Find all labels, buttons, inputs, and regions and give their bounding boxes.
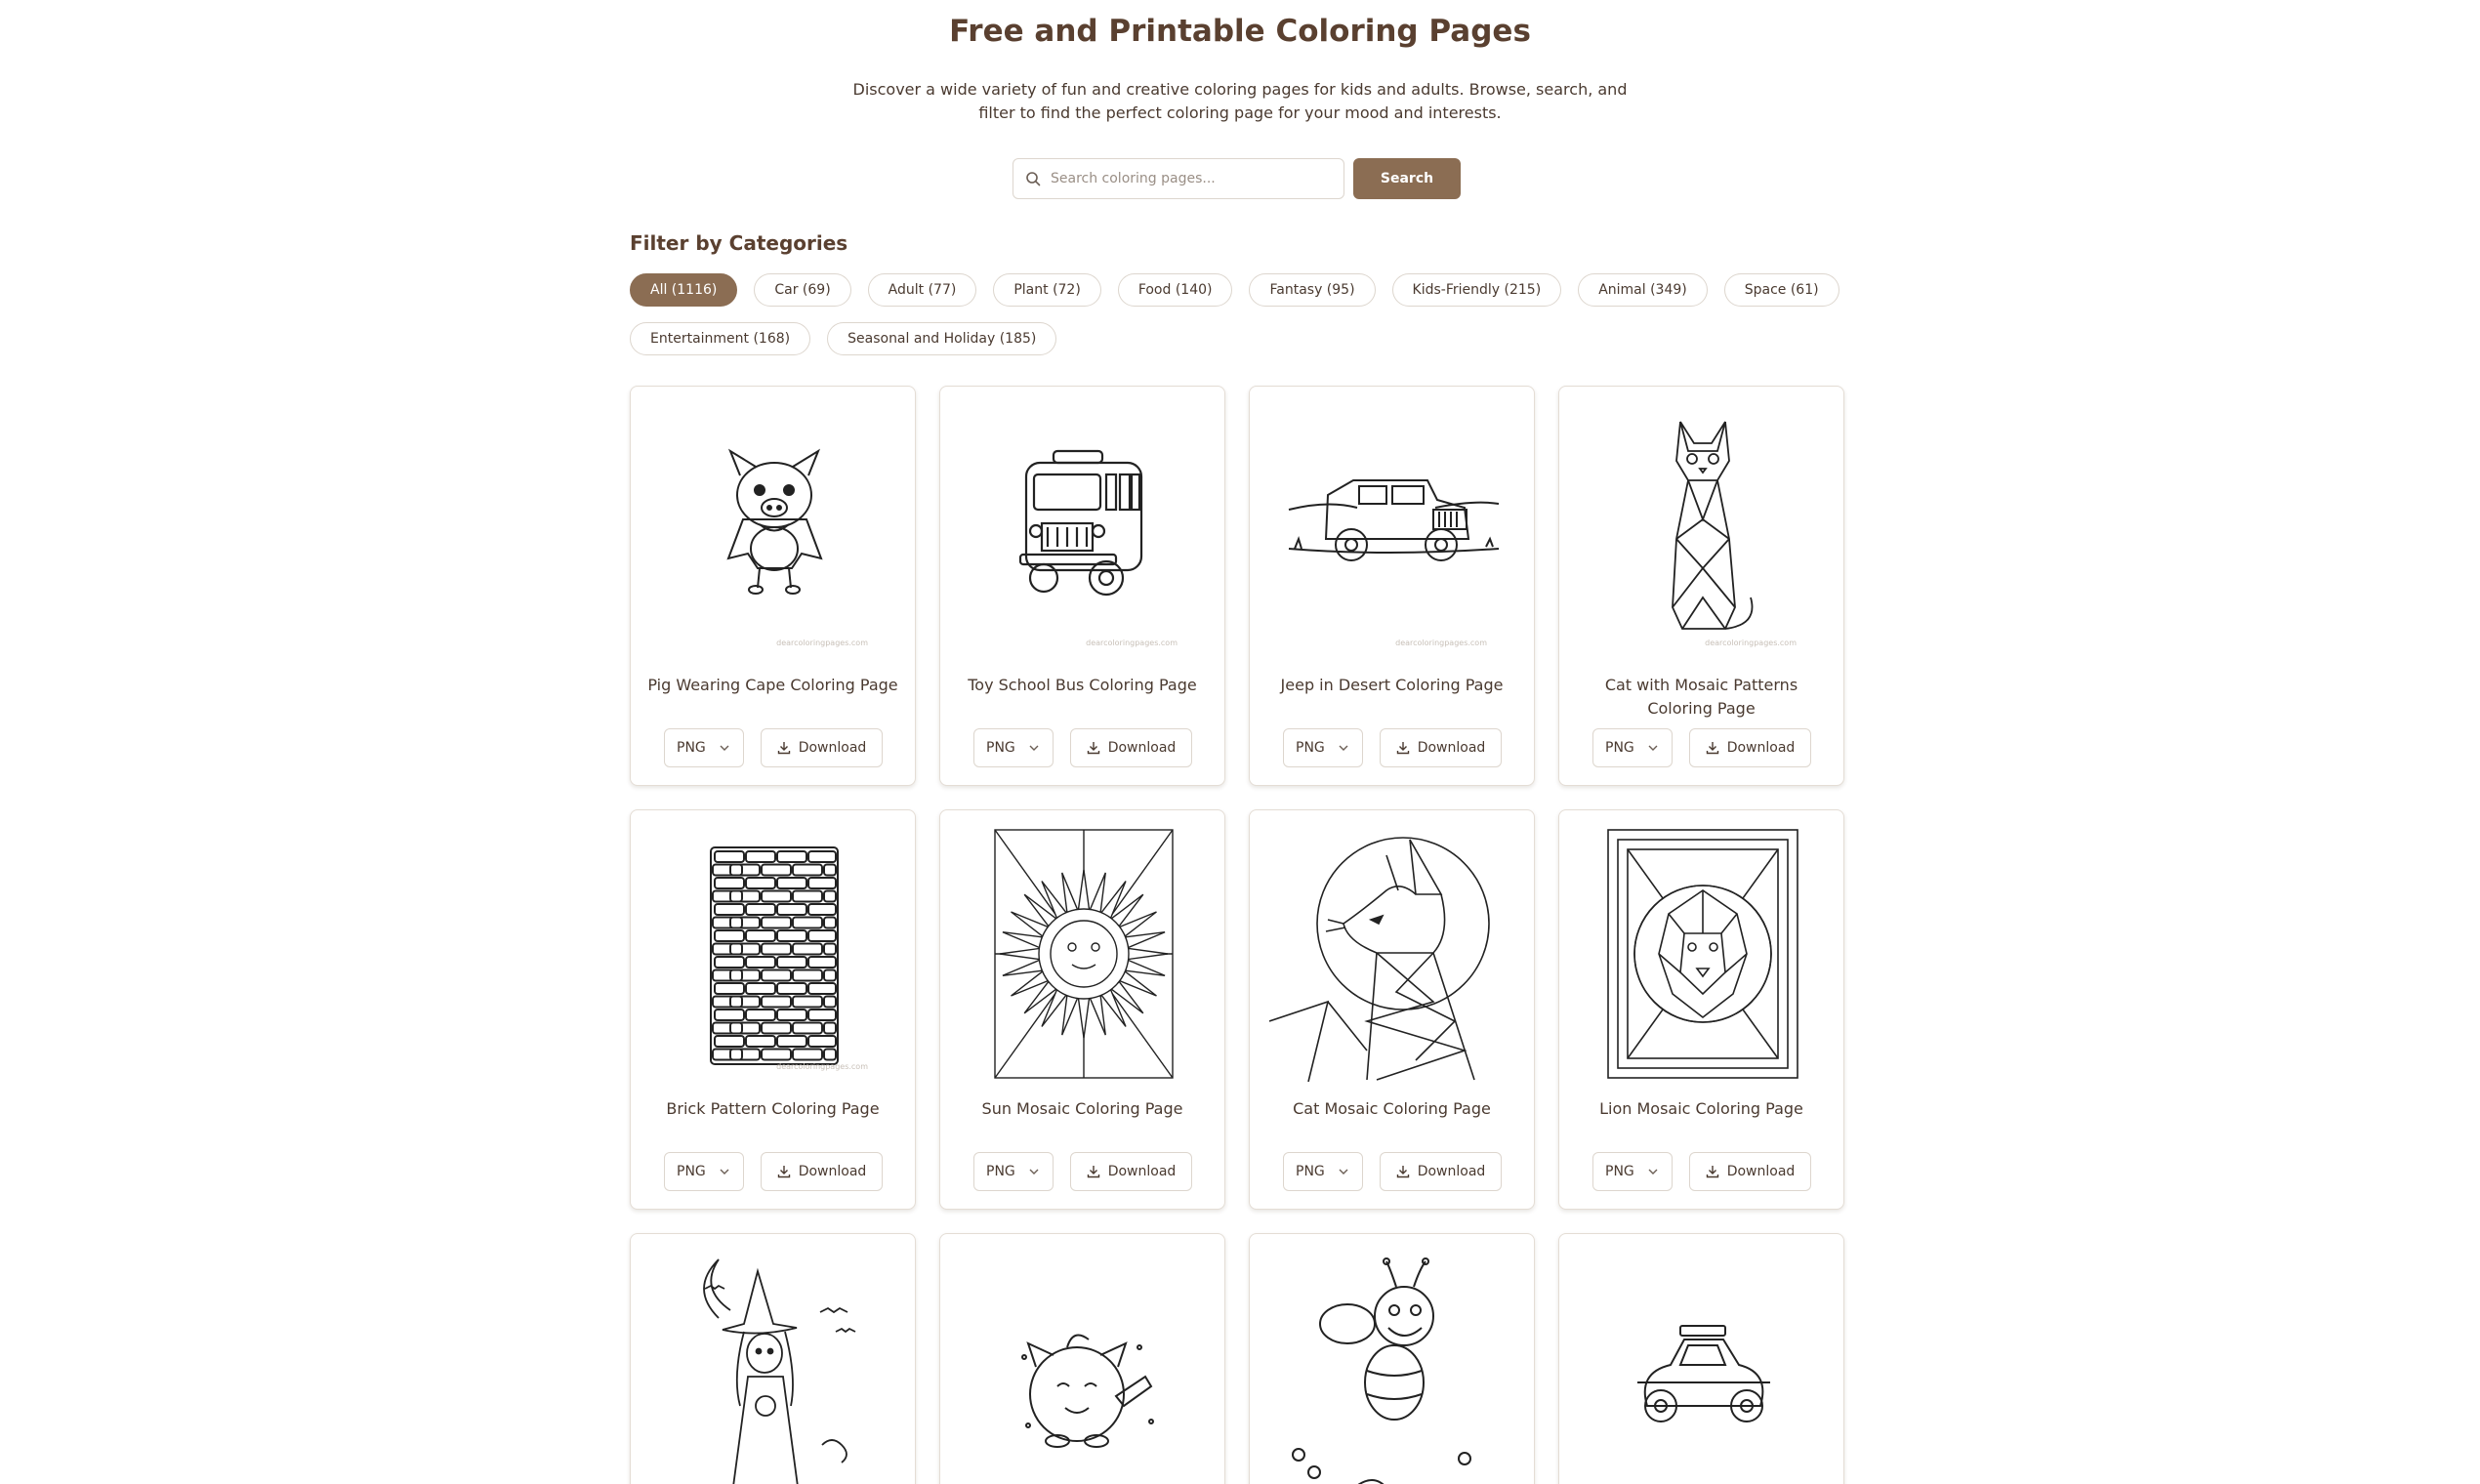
police-car-illustration[interactable] xyxy=(1579,1250,1826,1484)
coloring-card[interactable] xyxy=(630,386,916,786)
card-title[interactable]: Lion Mosaic Coloring Page xyxy=(1599,1099,1803,1118)
download-button[interactable] xyxy=(761,1152,883,1191)
download-label: Download xyxy=(1417,1164,1486,1179)
download-button[interactable] xyxy=(1070,728,1192,767)
category-chip-animal[interactable]: Animal (349) xyxy=(1578,273,1708,307)
category-chip-food[interactable]: Food (140) xyxy=(1118,273,1233,307)
category-chip-all[interactable]: All (1116) xyxy=(630,273,737,307)
format-value: PNG xyxy=(677,740,706,756)
chevron-down-icon xyxy=(1646,1165,1660,1178)
lion-mosaic-illustration[interactable] xyxy=(1579,826,1826,1082)
chevron-down-icon xyxy=(1027,741,1041,755)
format-value: PNG xyxy=(1605,1164,1634,1179)
download-label: Download xyxy=(1417,740,1486,756)
card-title[interactable]: Brick Pattern Coloring Page xyxy=(666,1099,880,1118)
coloring-card[interactable] xyxy=(1558,386,1844,786)
download-button[interactable] xyxy=(1689,1152,1811,1191)
card-title[interactable]: Cat with Mosaic Patterns Coloring Page xyxy=(1604,676,1798,718)
search-icon xyxy=(1025,171,1041,186)
coloring-card[interactable] xyxy=(939,386,1225,786)
school-bus-illustration[interactable] xyxy=(960,402,1207,658)
page-description: Discover a wide variety of fun and creative coloring pages for kids and adults. Browse, search, and filter to find the perfect coloring page for your mood and interests. xyxy=(852,80,1628,122)
download-label: Download xyxy=(1726,1164,1796,1179)
download-button[interactable] xyxy=(761,728,883,767)
format-value: PNG xyxy=(1296,1164,1325,1179)
download-label: Download xyxy=(1726,740,1796,756)
watermark: dearcoloringpages.com xyxy=(1086,639,1178,647)
cat-mosaic-sitting-illustration[interactable] xyxy=(1579,402,1826,658)
category-chip-kids-friendly[interactable]: Kids-Friendly (215) xyxy=(1392,273,1562,307)
brick-wall-illustration[interactable] xyxy=(650,826,897,1082)
card-title[interactable]: Toy School Bus Coloring Page xyxy=(968,676,1197,694)
coloring-card[interactable] xyxy=(939,809,1225,1210)
coloring-page-grid xyxy=(630,386,1844,1484)
download-label: Download xyxy=(1107,1164,1177,1179)
format-select[interactable] xyxy=(973,728,1054,767)
format-select[interactable] xyxy=(973,1152,1054,1191)
format-value: PNG xyxy=(986,1164,1015,1179)
download-icon xyxy=(1087,741,1100,755)
filter-title: Filter by Categories xyxy=(630,231,848,255)
chevron-down-icon xyxy=(1027,1165,1041,1178)
format-value: PNG xyxy=(1605,740,1634,756)
chevron-down-icon xyxy=(718,1165,731,1178)
coloring-card[interactable] xyxy=(1558,1233,1844,1484)
download-label: Download xyxy=(798,740,867,756)
coloring-card[interactable] xyxy=(1558,809,1844,1210)
watermark: dearcoloringpages.com xyxy=(1395,639,1487,647)
cat-mosaic-profile-illustration[interactable] xyxy=(1269,826,1516,1082)
download-icon xyxy=(1396,1165,1410,1178)
format-select[interactable] xyxy=(664,728,744,767)
coloring-card[interactable] xyxy=(1249,809,1535,1210)
format-select[interactable] xyxy=(1283,1152,1363,1191)
search-input[interactable] xyxy=(1051,171,1324,186)
download-label: Download xyxy=(798,1164,867,1179)
card-title[interactable]: Cat Mosaic Coloring Page xyxy=(1293,1099,1491,1118)
download-icon xyxy=(777,1165,791,1178)
category-chip-seasonal-holiday[interactable]: Seasonal and Holiday (185) xyxy=(827,322,1056,355)
category-chip-car[interactable]: Car (69) xyxy=(754,273,850,307)
download-button[interactable] xyxy=(1689,728,1811,767)
bee-flowers-illustration[interactable] xyxy=(1269,1250,1516,1484)
coloring-card[interactable] xyxy=(1249,1233,1535,1484)
download-icon xyxy=(1396,741,1410,755)
download-icon xyxy=(777,741,791,755)
download-button[interactable] xyxy=(1380,1152,1502,1191)
card-title[interactable]: Jeep in Desert Coloring Page xyxy=(1280,676,1504,694)
download-icon xyxy=(1706,741,1719,755)
format-select[interactable] xyxy=(664,1152,744,1191)
chevron-down-icon xyxy=(1337,741,1350,755)
coloring-card[interactable] xyxy=(630,809,916,1210)
category-chip-plant[interactable]: Plant (72) xyxy=(993,273,1100,307)
download-icon xyxy=(1706,1165,1719,1178)
download-label: Download xyxy=(1107,740,1177,756)
search-button[interactable]: Search xyxy=(1353,158,1461,199)
pig-cape-illustration[interactable] xyxy=(650,402,897,658)
download-button[interactable] xyxy=(1070,1152,1192,1191)
card-title[interactable]: Sun Mosaic Coloring Page xyxy=(981,1099,1183,1118)
page-title: Free and Printable Coloring Pages xyxy=(949,14,1531,49)
sun-mosaic-illustration[interactable] xyxy=(960,826,1207,1082)
witch-illustration[interactable] xyxy=(650,1250,897,1484)
category-filter-list xyxy=(630,273,1860,355)
chevron-down-icon xyxy=(718,741,731,755)
coloring-card[interactable] xyxy=(939,1233,1225,1484)
watermark: dearcoloringpages.com xyxy=(1705,639,1797,647)
coloring-card[interactable] xyxy=(630,1233,916,1484)
watermark: dearcoloringpages.com xyxy=(776,1062,868,1071)
format-select[interactable] xyxy=(1283,728,1363,767)
coloring-card[interactable] xyxy=(1249,386,1535,786)
format-select[interactable] xyxy=(1592,1152,1673,1191)
format-select[interactable] xyxy=(1592,728,1673,767)
category-chip-entertainment[interactable]: Entertainment (168) xyxy=(630,322,810,355)
chevron-down-icon xyxy=(1337,1165,1350,1178)
jeep-illustration[interactable] xyxy=(1269,402,1516,658)
download-button[interactable] xyxy=(1380,728,1502,767)
search-field[interactable] xyxy=(1013,158,1344,199)
round-creature-illustration[interactable] xyxy=(960,1250,1207,1484)
card-title[interactable]: Pig Wearing Cape Coloring Page xyxy=(647,676,898,694)
category-chip-space[interactable]: Space (61) xyxy=(1724,273,1839,307)
format-value: PNG xyxy=(986,740,1015,756)
watermark: dearcoloringpages.com xyxy=(776,639,868,647)
download-icon xyxy=(1087,1165,1100,1178)
chevron-down-icon xyxy=(1646,741,1660,755)
format-value: PNG xyxy=(677,1164,706,1179)
category-chip-fantasy[interactable]: Fantasy (95) xyxy=(1249,273,1375,307)
category-chip-adult[interactable]: Adult (77) xyxy=(868,273,977,307)
format-value: PNG xyxy=(1296,740,1325,756)
